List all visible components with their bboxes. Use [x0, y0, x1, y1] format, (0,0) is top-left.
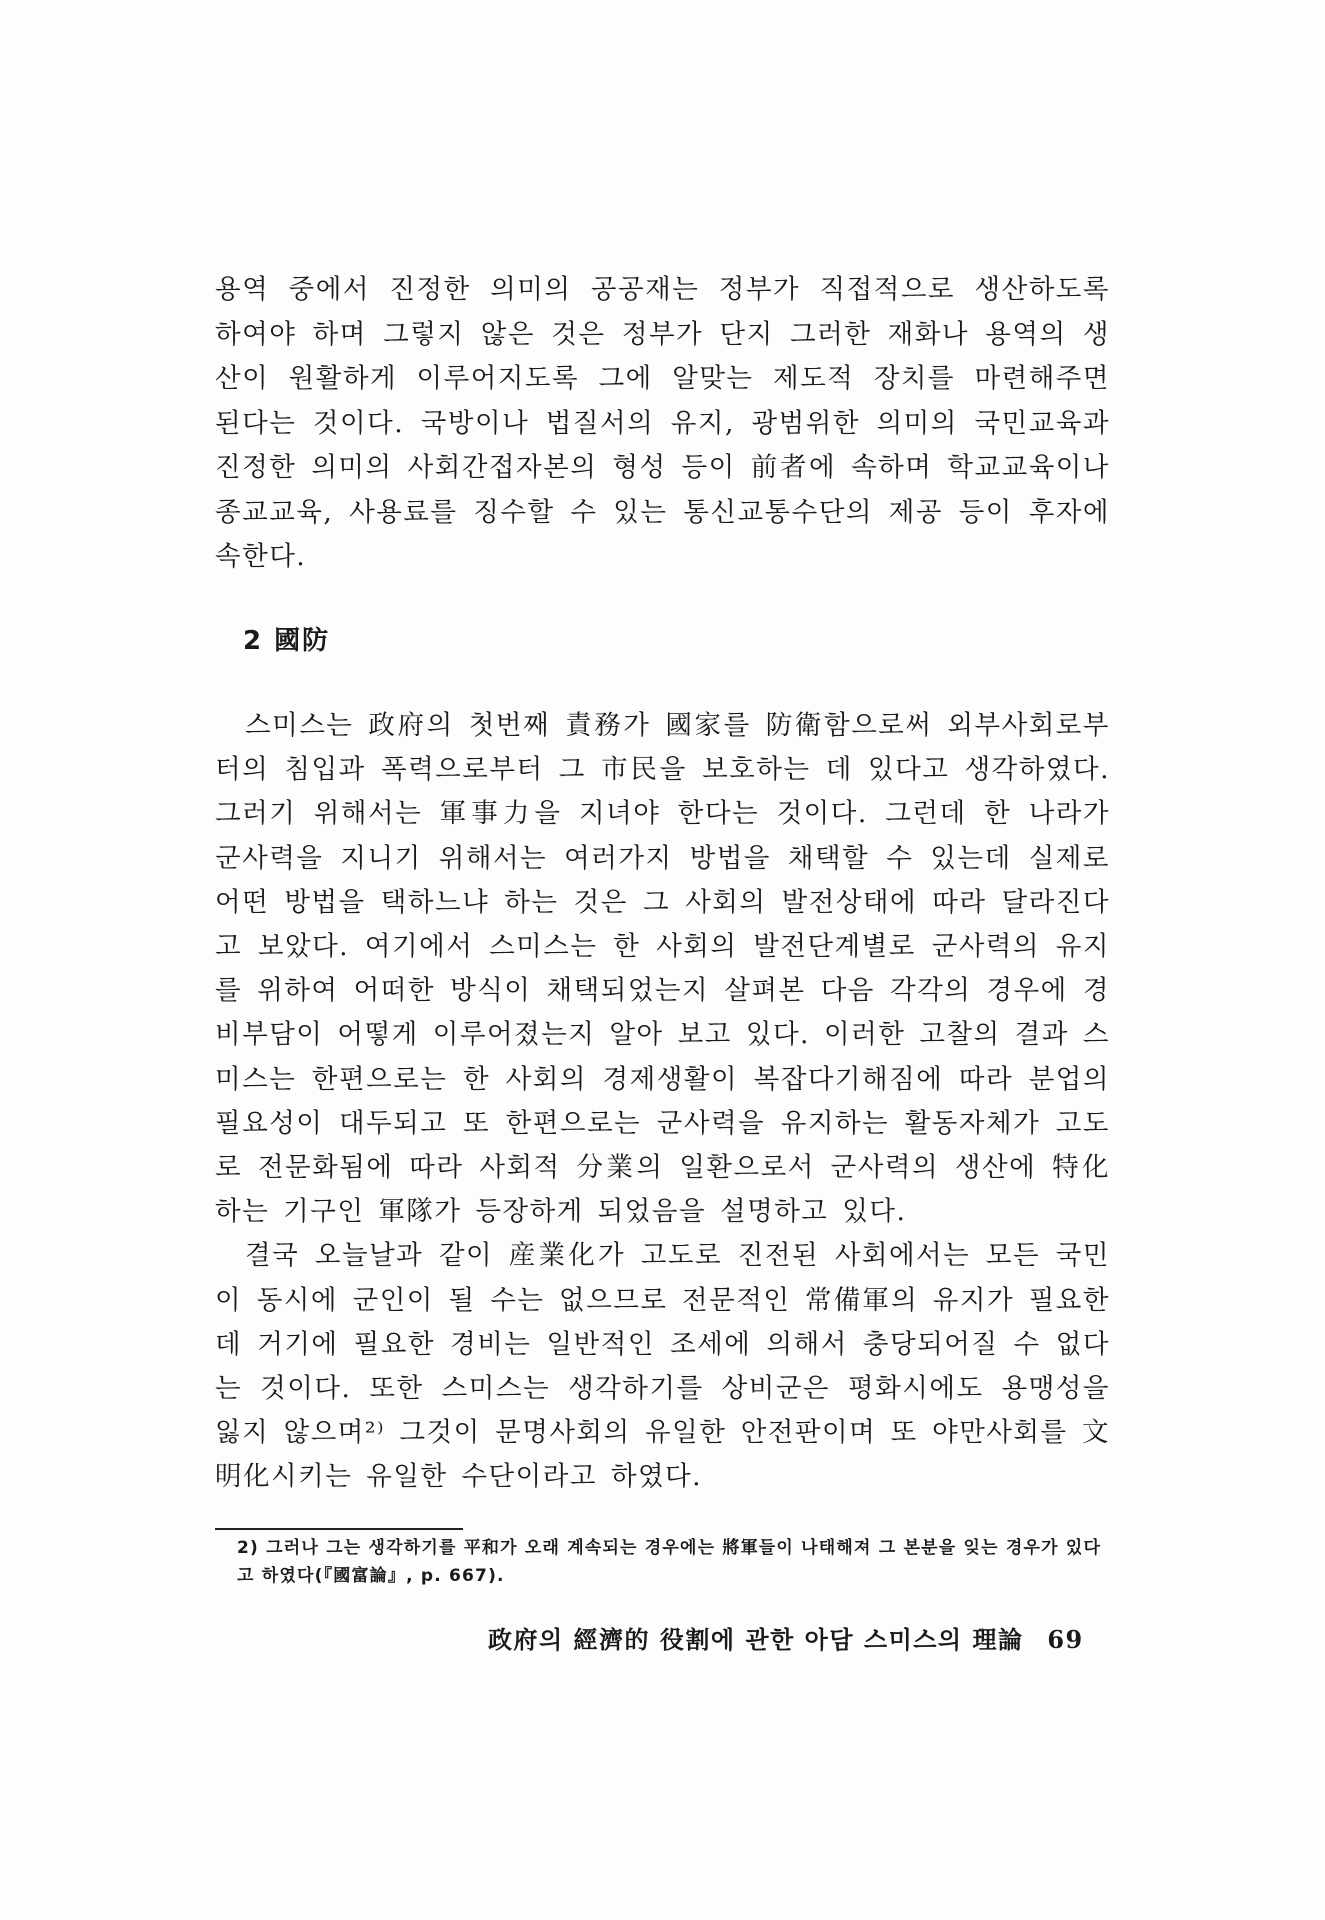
section-heading: 2 國防: [243, 626, 331, 656]
page-number: 69: [1047, 1625, 1084, 1654]
running-footer: [488, 1620, 1113, 1655]
footnote: 2) 그러나 그는 생각하기를 平和가 오래 계속되는 경우에는 將軍들이 나태해져 그 본분을 잊는 경우가 있다고 하였다(『國富論』, p. 667).: [237, 1538, 1102, 1586]
section-body: [215, 704, 1110, 1500]
intro-paragraph: 용역 중에서 진정한 의미의 공공재는 정부가 직접적으로 생산하도록 하여야 하며 그렇지 않은 것은 정부가 단지 그러한 재화나 용역의 생산이 원활하게 이루어지도록 그에 알맞는 제도적 장치를 마련해주면 된다는 것이다. 국방이나 법질서의 유지, 광범위한 의미의 국민교육과 진정한 의미의 사회간접자본의 형성 등이 前者에 속하며 학교교육이나 종교교육, 사용료를 징수할 수 있는 통신교통수단의 제공 등이 후자에 속한다.: [215, 274, 1110, 572]
body-paragraph-2: 결국 오늘날과 같이 産業化가 고도로 진전된 사회에서는 모든 국민이 동시에 군인이 될 수는 없으므로 전문적인 常備軍의 유지가 필요한 데 거기에 필요한 경비는 일반적인 조세에 의해서 충당되어질 수 없다는 것이다. 또한 스미스는 생각하기를 상비군은 평화시에도 용맹성을 잃지 않으며²⁾ 그것이 문명사회의 유일한 안전판이며 또 야만사회를 文明化시키는 유일한 수단이라고 하였다.: [215, 1240, 1110, 1493]
intro-text-block: [215, 268, 1110, 580]
running-title: 政府의 經濟的 役割에 관한 아담 스미스의 理論: [488, 1626, 1024, 1654]
body-paragraph-1: 스미스는 政府의 첫번째 責務가 國家를 防衛함으로써 외부사회로부터의 침입과 폭력으로부터 그 市民을 보호하는 데 있다고 생각하였다. 그러기 위해서는 軍事力을 지녀야 한다는 것이다. 그런데 한 나라가 군사력을 지니기 위해서는 여러가지 방법을 채택할 수 있는데 실제로 어떤 방법을 택하느냐 하는 것은 그 사회의 발전상태에 따라 달라진다고 보았다. 여기에서 스미스는 한 사회의 발전단계별로 군사력의 유지를 위하여 어떠한 방식이 채택되었는지 살펴본 다음 각각의 경우에 경비부담이 어떻게 이루어졌는지 알아 보고 있다. 이러한 고찰의 결과 스미스는 한편으로는 한 사회의 경제생활이 복잡다기해짐에 따라 분업의 필요성이 대두되고 또 한편으로는 군사력을 유지하는 활동자체가 고도로 전문화됨에 따라 사회적 分業의 일환으로서 군사력의 생산에 特化하는 기구인 軍隊가 등장하게 되었음을 설명하고 있다.: [215, 710, 1110, 1228]
footnote-divider: [215, 1528, 463, 1530]
